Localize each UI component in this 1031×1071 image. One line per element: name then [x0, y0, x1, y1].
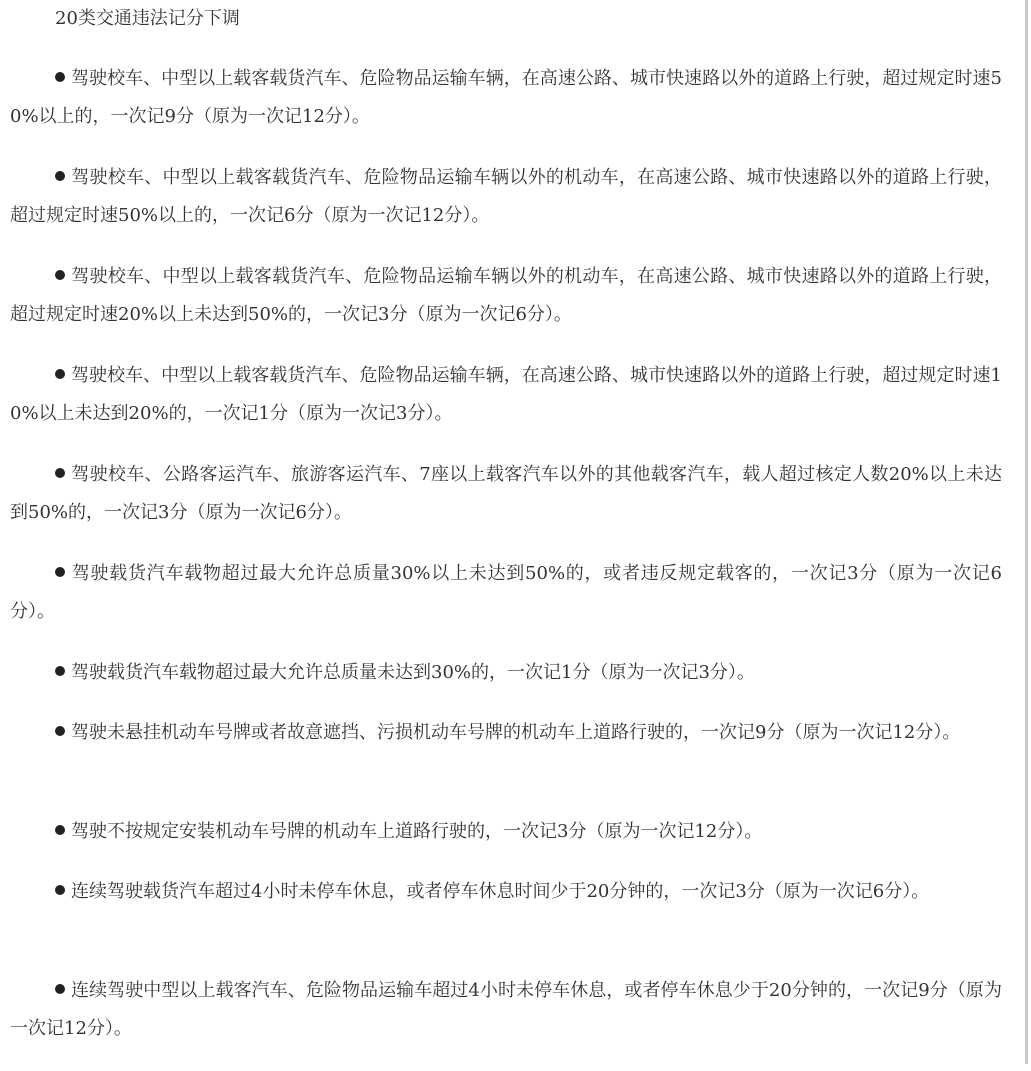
- list-item: [10, 873, 1002, 972]
- bullet-icon: [55, 984, 65, 994]
- list-item-text: 连续驾驶中型以上载客汽车、危险物品运输车超过4小时未停车休息，或者停车休息少于20分钟的，一次记9分（原为一次记12分）。: [10, 980, 1002, 1039]
- bullet-icon: [55, 666, 65, 676]
- list-item: [10, 456, 1002, 555]
- list-item-text: 驾驶校车、中型以上载客载货汽车、危险物品运输车辆，在高速公路、城市快速路以外的道路上行驶，超过规定时速50%以上的，一次记9分（原为一次记12分）。: [10, 68, 1002, 127]
- article-heading: 20类交通违法记分下调: [55, 8, 240, 29]
- bullet-icon: [55, 726, 65, 736]
- list-item: [10, 258, 1002, 357]
- bullet-icon: [55, 369, 65, 379]
- list-item: [10, 813, 1002, 873]
- list-item-text: 驾驶载货汽车载物超过最大允许总质量未达到30%的，一次记1分（原为一次记3分）。: [71, 662, 755, 683]
- list-item-text: 驾驶校车、中型以上载客载货汽车、危险物品运输车辆，在高速公路、城市快速路以外的道路上行驶，超过规定时速10%以上未达到20%的，一次记1分（原为一次记3分）。: [10, 365, 1002, 424]
- list-item: [10, 60, 1002, 159]
- list-item-text: 驾驶载货汽车载物超过最大允许总质量30%以上未达到50%的，或者违反规定载客的，一次记3分（原为一次记6分）。: [10, 563, 1002, 622]
- bullet-icon: [55, 885, 65, 895]
- bullet-icon: [55, 468, 65, 478]
- list-item-text: 驾驶校车、中型以上载客载货汽车、危险物品运输车辆以外的机动车，在高速公路、城市快速路以外的道路上行驶，超过规定时速50%以上的，一次记6分（原为一次记12分）。: [10, 167, 1002, 226]
- list-item: [10, 159, 1002, 258]
- list-item-text: 驾驶未悬挂机动车号牌或者故意遮挡、污损机动车号牌的机动车上道路行驶的，一次记9分（原为一次记12分）。: [71, 722, 961, 743]
- list-item-text: 连续驾驶载货汽车超过4小时未停车休息，或者停车休息时间少于20分钟的，一次记3分（原为一次记6分）。: [71, 881, 930, 902]
- bullet-icon: [55, 825, 65, 835]
- list-item-text: 驾驶校车、公路客运汽车、旅游客运汽车、7座以上载客汽车以外的其他载客汽车，载人超过核定人数20%以上未达到50%的，一次记3分（原为一次记6分）。: [10, 464, 1002, 523]
- list-item-text: 驾驶校车、中型以上载客载货汽车、危险物品运输车辆以外的机动车，在高速公路、城市快速路以外的道路上行驶，超过规定时速20%以上未达到50%的，一次记3分（原为一次记6分）。: [10, 266, 1002, 325]
- page-edge-divider: [1025, 0, 1028, 1064]
- list-item-text: 驾驶不按规定安装机动车号牌的机动车上道路行驶的，一次记3分（原为一次记12分）。: [71, 821, 763, 842]
- list-item: [10, 555, 1002, 654]
- bullet-icon: [55, 567, 65, 577]
- list-item: [10, 714, 1002, 813]
- penalty-list: [10, 60, 1002, 1071]
- list-item: [10, 654, 1002, 714]
- list-item: [10, 972, 1002, 1071]
- bullet-icon: [55, 171, 65, 181]
- bullet-icon: [55, 270, 65, 280]
- bullet-icon: [55, 72, 65, 82]
- list-item: [10, 357, 1002, 456]
